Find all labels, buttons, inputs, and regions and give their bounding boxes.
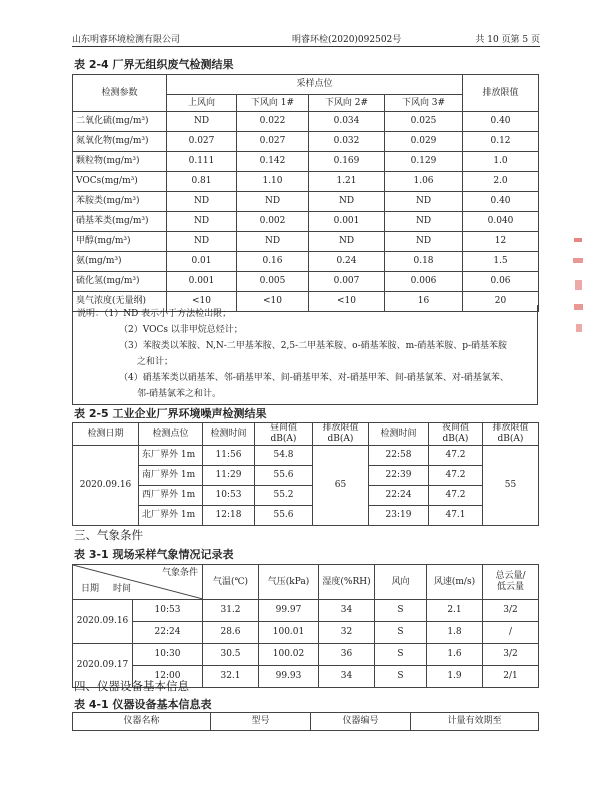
noise-time: 12:18 [203, 506, 255, 526]
limit-value: 0.12 [463, 132, 539, 152]
measure-value: 0.022 [237, 112, 309, 132]
weather-time: 22:24 [133, 622, 203, 644]
section-4-title: 四、仪器设备基本信息 [74, 679, 189, 693]
noise-night: 47.2 [429, 466, 483, 486]
weather-wind-dir: S [375, 622, 427, 644]
weather-date: 2020.09.17 [73, 644, 133, 688]
measure-value: 0.111 [167, 152, 237, 172]
param-name: 硫化氢(mg/m³) [73, 272, 167, 292]
head-param: 检测参数 [73, 75, 167, 112]
weather-temp: 31.2 [203, 600, 259, 622]
param-name: 苯胺类(mg/m³) [73, 192, 167, 212]
measure-value: 0.001 [309, 212, 385, 232]
col-head: 下风向 3# [385, 95, 463, 112]
weather-humidity: 36 [319, 644, 375, 666]
noise-night: 47.2 [429, 486, 483, 506]
table-2-4-caption: 表 2-4 厂界无组织废气检测结果 [74, 58, 234, 71]
measure-value: 0.142 [237, 152, 309, 172]
head-day: 昼间值 dB(A) [255, 423, 313, 446]
measure-value: 0.029 [385, 132, 463, 152]
measure-value: <10 [309, 292, 385, 312]
head-time-night: 检测时间 [369, 423, 429, 446]
limit-value: 1.0 [463, 152, 539, 172]
param-name: VOCs(mg/m³) [73, 172, 167, 192]
measure-value: 0.129 [385, 152, 463, 172]
noise-point: 东厂界外 1m [139, 446, 203, 466]
diagonal-header-cell [73, 565, 203, 600]
table-row [73, 272, 539, 292]
measure-value: 0.006 [385, 272, 463, 292]
param-name: 甲醇(mg/m³) [73, 232, 167, 252]
measure-value: 0.01 [167, 252, 237, 272]
diag-mid-label: 时间 [113, 584, 132, 594]
weather-pressure: 99.93 [259, 666, 319, 688]
weather-humidity: 32 [319, 622, 375, 644]
noise-time: 22:39 [369, 466, 429, 486]
measure-value: 1.21 [309, 172, 385, 192]
table-3-1-caption: 表 3-1 现场采样气象情况记录表 [74, 548, 234, 561]
measure-value: ND [237, 192, 309, 212]
head-wind-dir: 风向 [375, 565, 427, 600]
limit-value: 0.040 [463, 212, 539, 232]
measure-value: ND [167, 232, 237, 252]
noise-time: 11:56 [203, 446, 255, 466]
measure-value: 16 [385, 292, 463, 312]
table-row [73, 622, 539, 644]
head-day-limit: 排放限值 dB(A) [313, 423, 369, 446]
head-humidity: 湿度(%RH) [319, 565, 375, 600]
noise-night: 47.1 [429, 506, 483, 526]
noise-time: 10:53 [203, 486, 255, 506]
limit-value: 1.5 [463, 252, 539, 272]
weather-time: 12:00 [133, 666, 203, 688]
noise-point: 北厂界外 1m [139, 506, 203, 526]
note-line: 邻-硝基氯苯之和计。 [137, 389, 222, 399]
head-model: 型号 [211, 713, 311, 731]
note-line: （3）苯胺类以苯胺、N,N-二甲基苯胺、2,5-二甲基苯胺、o-硝基苯胺、m-硝基苯胺、p-硝基苯胺 [119, 341, 507, 351]
weather-wind-speed: 1.8 [427, 622, 483, 644]
weather-cloud: 3/2 [483, 600, 539, 622]
measure-value: <10 [167, 292, 237, 312]
measure-value: ND [385, 232, 463, 252]
weather-temp: 30.5 [203, 644, 259, 666]
table-row [73, 212, 539, 232]
table-4-1-caption: 表 4-1 仪器设备基本信息表 [74, 698, 212, 711]
param-name: 臭气浓度(无量纲) [73, 292, 167, 312]
measure-value: ND [385, 192, 463, 212]
head-night-limit: 排放限值 dB(A) [483, 423, 539, 446]
table-row [73, 132, 539, 152]
noise-time: 23:19 [369, 506, 429, 526]
weather-humidity: 34 [319, 666, 375, 688]
measure-value: 0.169 [309, 152, 385, 172]
measure-value: ND [309, 232, 385, 252]
measure-value: ND [237, 232, 309, 252]
limit-value: 0.40 [463, 192, 539, 212]
noise-time: 11:29 [203, 466, 255, 486]
noise-time: 22:24 [369, 486, 429, 506]
measure-value: ND [385, 212, 463, 232]
param-name: 硝基苯类(mg/m³) [73, 212, 167, 232]
weather-time: 10:53 [133, 600, 203, 622]
noise-point: 南厂界外 1m [139, 466, 203, 486]
col-head: 下风向 1# [237, 95, 309, 112]
weather-temp: 32.1 [203, 666, 259, 688]
table-2-4 [72, 74, 539, 312]
head-instrument-name: 仪器名称 [73, 713, 211, 731]
param-name: 二氧化硫(mg/m³) [73, 112, 167, 132]
measure-value: 0.034 [309, 112, 385, 132]
measure-value: 0.81 [167, 172, 237, 192]
noise-day: 55.6 [255, 506, 313, 526]
param-name: 颗粒物(mg/m³) [73, 152, 167, 172]
measure-value: <10 [237, 292, 309, 312]
weather-cloud: 3/2 [483, 644, 539, 666]
measure-value: 0.005 [237, 272, 309, 292]
weather-wind-speed: 1.6 [427, 644, 483, 666]
head-night: 夜间值 dB(A) [429, 423, 483, 446]
param-name: 氨(mg/m³) [73, 252, 167, 272]
note-line: （2）VOCs 以非甲烷总烃计； [119, 325, 243, 335]
col-head: 下风向 2# [309, 95, 385, 112]
measure-value: 0.007 [309, 272, 385, 292]
measure-value: 0.027 [237, 132, 309, 152]
measure-value: 0.002 [237, 212, 309, 232]
report-number: 明睿环检(2020)092502号 [292, 35, 402, 45]
table-row [73, 112, 539, 132]
table-row [73, 232, 539, 252]
measure-value: 0.001 [167, 272, 237, 292]
noise-night: 47.2 [429, 446, 483, 466]
head-date: 检测日期 [73, 423, 139, 446]
table-2-5-caption: 表 2-5 工业企业厂界环境噪声检测结果 [74, 407, 267, 420]
page-info: 共 10 页第 5 页 [475, 35, 540, 45]
weather-cloud: / [483, 622, 539, 644]
table-row [73, 172, 539, 192]
measure-value: ND [167, 192, 237, 212]
measure-value: ND [167, 212, 237, 232]
noise-point: 西厂界外 1m [139, 486, 203, 506]
note-line: 说明：（1）ND 表示小于方法检出限； [77, 309, 232, 319]
table-row [73, 644, 539, 666]
table-row [73, 252, 539, 272]
param-name: 氮氧化物(mg/m³) [73, 132, 167, 152]
col-head: 上风向 [167, 95, 237, 112]
head-instrument-no: 仪器编号 [311, 713, 411, 731]
diag-left-label: 日期 [81, 584, 100, 594]
measure-value: 0.24 [309, 252, 385, 272]
head-points: 采样点位 [167, 75, 463, 95]
weather-time: 10:30 [133, 644, 203, 666]
table-2-4-notes [72, 305, 538, 405]
weather-wind-dir: S [375, 644, 427, 666]
weather-temp: 28.6 [203, 622, 259, 644]
measure-value: ND [309, 192, 385, 212]
head-valid-until: 计量有效期至 [411, 713, 539, 731]
noise-time: 22:58 [369, 446, 429, 466]
weather-wind-dir: S [375, 666, 427, 688]
limit-value: 0.06 [463, 272, 539, 292]
diag-top-label: 气象条件 [161, 568, 198, 578]
limit-value: 2.0 [463, 172, 539, 192]
noise-day: 55.2 [255, 486, 313, 506]
head-limit: 排放限值 [463, 75, 539, 112]
section-3-title: 三、气象条件 [74, 528, 143, 542]
measure-value: 0.16 [237, 252, 309, 272]
noise-day-limit: 65 [313, 446, 369, 526]
page-header [72, 30, 540, 47]
weather-cloud: 2/1 [483, 666, 539, 688]
head-wind-speed: 风速(m/s) [427, 565, 483, 600]
limit-value: 20 [463, 292, 539, 312]
weather-wind-speed: 2.1 [427, 600, 483, 622]
noise-date: 2020.09.16 [73, 446, 139, 526]
head-point: 检测点位 [139, 423, 203, 446]
noise-day: 55.6 [255, 466, 313, 486]
table-3-1 [72, 564, 539, 688]
note-line: 之和计； [137, 357, 174, 367]
measure-value: 0.025 [385, 112, 463, 132]
company-name: 山东明睿环境检测有限公司 [72, 35, 181, 45]
table-4-1 [72, 712, 539, 731]
weather-wind-speed: 1.9 [427, 666, 483, 688]
measure-value: 1.10 [237, 172, 309, 192]
noise-night-limit: 55 [483, 446, 539, 526]
head-pressure: 气压(kPa) [259, 565, 319, 600]
limit-value: 12 [463, 232, 539, 252]
table-row [73, 600, 539, 622]
measure-value: ND [167, 112, 237, 132]
note-line: （4）硝基苯类以硝基苯、邻-硝基甲苯、间-硝基甲苯、对-硝基甲苯、间-硝基氯苯、对-硝基氯苯、 [119, 373, 509, 383]
head-time: 检测时间 [203, 423, 255, 446]
weather-pressure: 100.01 [259, 622, 319, 644]
weather-pressure: 99.97 [259, 600, 319, 622]
weather-date: 2020.09.16 [73, 600, 133, 644]
measure-value: 1.06 [385, 172, 463, 192]
table-2-5 [72, 422, 539, 526]
measure-value: 0.027 [167, 132, 237, 152]
measure-value: 0.18 [385, 252, 463, 272]
head-temp: 气温(℃) [203, 565, 259, 600]
table-row [73, 152, 539, 172]
weather-humidity: 34 [319, 600, 375, 622]
partial-seal-stamp [570, 230, 586, 340]
measure-value: 0.032 [309, 132, 385, 152]
table-row [73, 192, 539, 212]
noise-day: 54.8 [255, 446, 313, 466]
limit-value: 0.40 [463, 112, 539, 132]
head-cloud: 总云量/ 低云量 [483, 565, 539, 600]
weather-pressure: 100.02 [259, 644, 319, 666]
weather-wind-dir: S [375, 600, 427, 622]
